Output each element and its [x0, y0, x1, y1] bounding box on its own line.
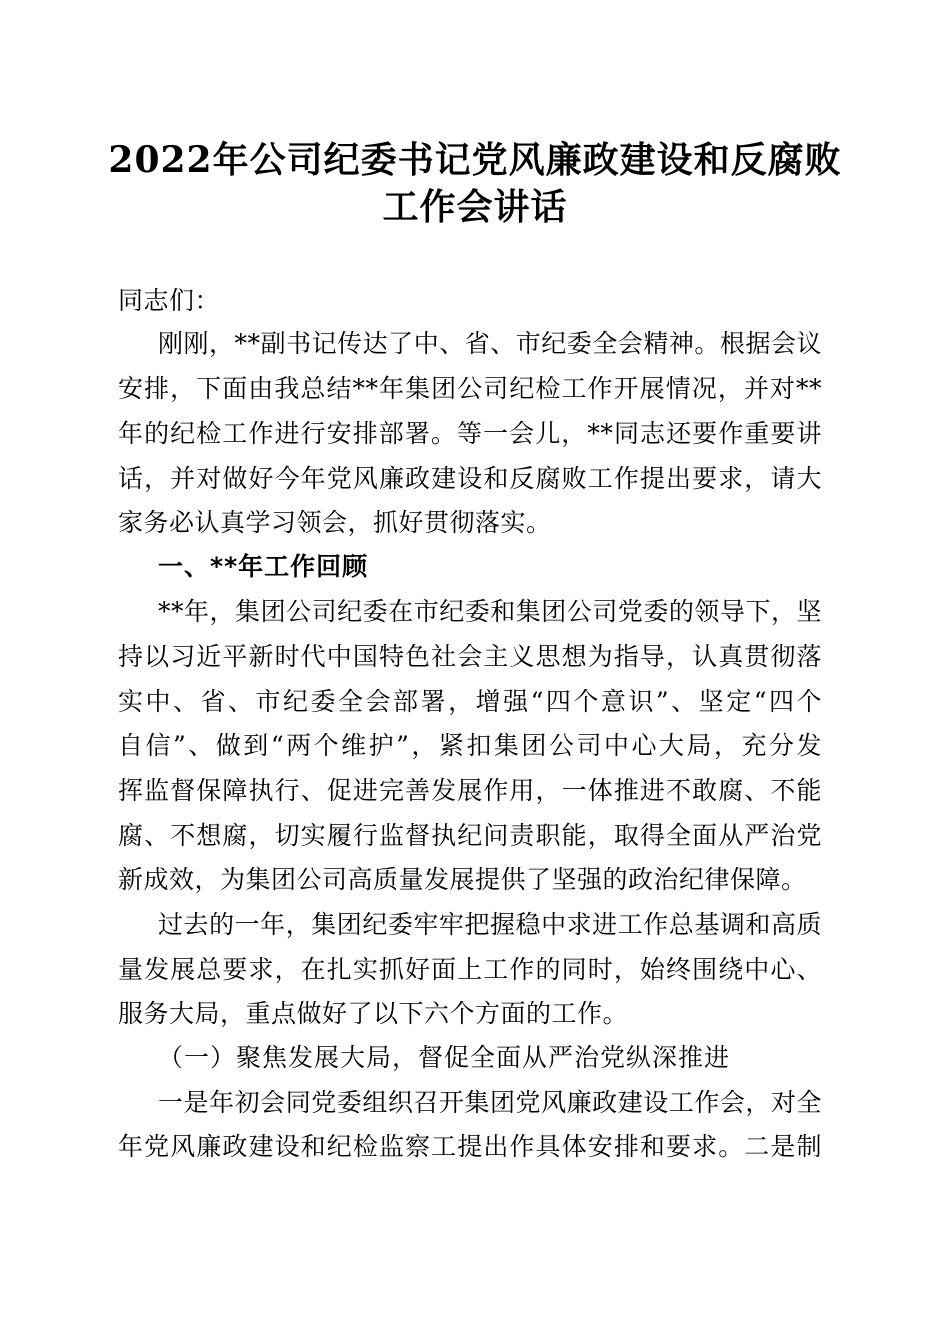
intro-paragraph-line: 家务必认真学习领会，抓好贯彻落实。: [118, 508, 552, 537]
salutation: 同志们：: [118, 286, 221, 315]
review-paragraph-line: 腐、不想腐，切实履行监督执纪问责职能，取得全面从严治党: [118, 821, 822, 850]
past-year-paragraph-line: 服务大局，重点做好了以下六个方面的工作。: [118, 999, 629, 1028]
past-year-paragraph-line: 过去的一年，集团纪委牢牢把握稳中求进工作总基调和高质: [158, 910, 822, 939]
review-paragraph-line: **年，集团公司纪委在市纪委和集团公司党委的领导下，坚: [158, 597, 822, 626]
item-paragraph-line: 一是年初会同党委组织召开集团党风廉政建设工作会，对全: [158, 1088, 822, 1117]
review-paragraph-line: 持以习近平新时代中国特色社会主义思想为指导，认真贯彻落: [118, 642, 822, 671]
section-heading: 一、**年工作回顾: [158, 552, 369, 581]
past-year-paragraph-line: 量发展总要求，在扎实抓好面上工作的同时，始终围绕中心、: [118, 955, 822, 984]
intro-paragraph-line: 年的纪检工作进行安排部署。等一会儿，**同志还要作重要讲: [118, 419, 822, 448]
review-paragraph-line: 挥监督保障执行、促进完善发展作用，一体推进不敢腐、不能: [118, 776, 822, 805]
intro-paragraph-line: 刚刚，**副书记传达了中、省、市纪委全会精神。根据会议: [158, 329, 822, 358]
intro-paragraph-line: 安排，下面由我总结**年集团公司纪检工作开展情况，并对**: [118, 374, 822, 403]
review-paragraph-line: 实中、省、市纪委全会部署，增强“四个意识”、坚定“四个: [118, 687, 822, 716]
review-paragraph-line: 自信”、做到“两个维护”，紧扣集团公司中心大局，充分发: [118, 731, 822, 760]
document-title-line-2: 工作会讲话: [382, 186, 568, 228]
intro-paragraph-line: 话，并对做好今年党风廉政建设和反腐败工作提出要求，请大: [118, 464, 822, 493]
review-paragraph-line: 新成效，为集团公司高质量发展提供了坚强的政治纪律保障。: [118, 865, 807, 894]
subsection-heading: （一）聚焦发展大局，督促全面从严治党纵深推进: [158, 1043, 731, 1072]
document-title-line-1: 2022年公司纪委书记党风廉政建设和反腐败: [108, 139, 842, 181]
item-paragraph-line: 年党风廉政建设和纪检监察工提出作具体安排和要求。二是制: [118, 1132, 822, 1161]
